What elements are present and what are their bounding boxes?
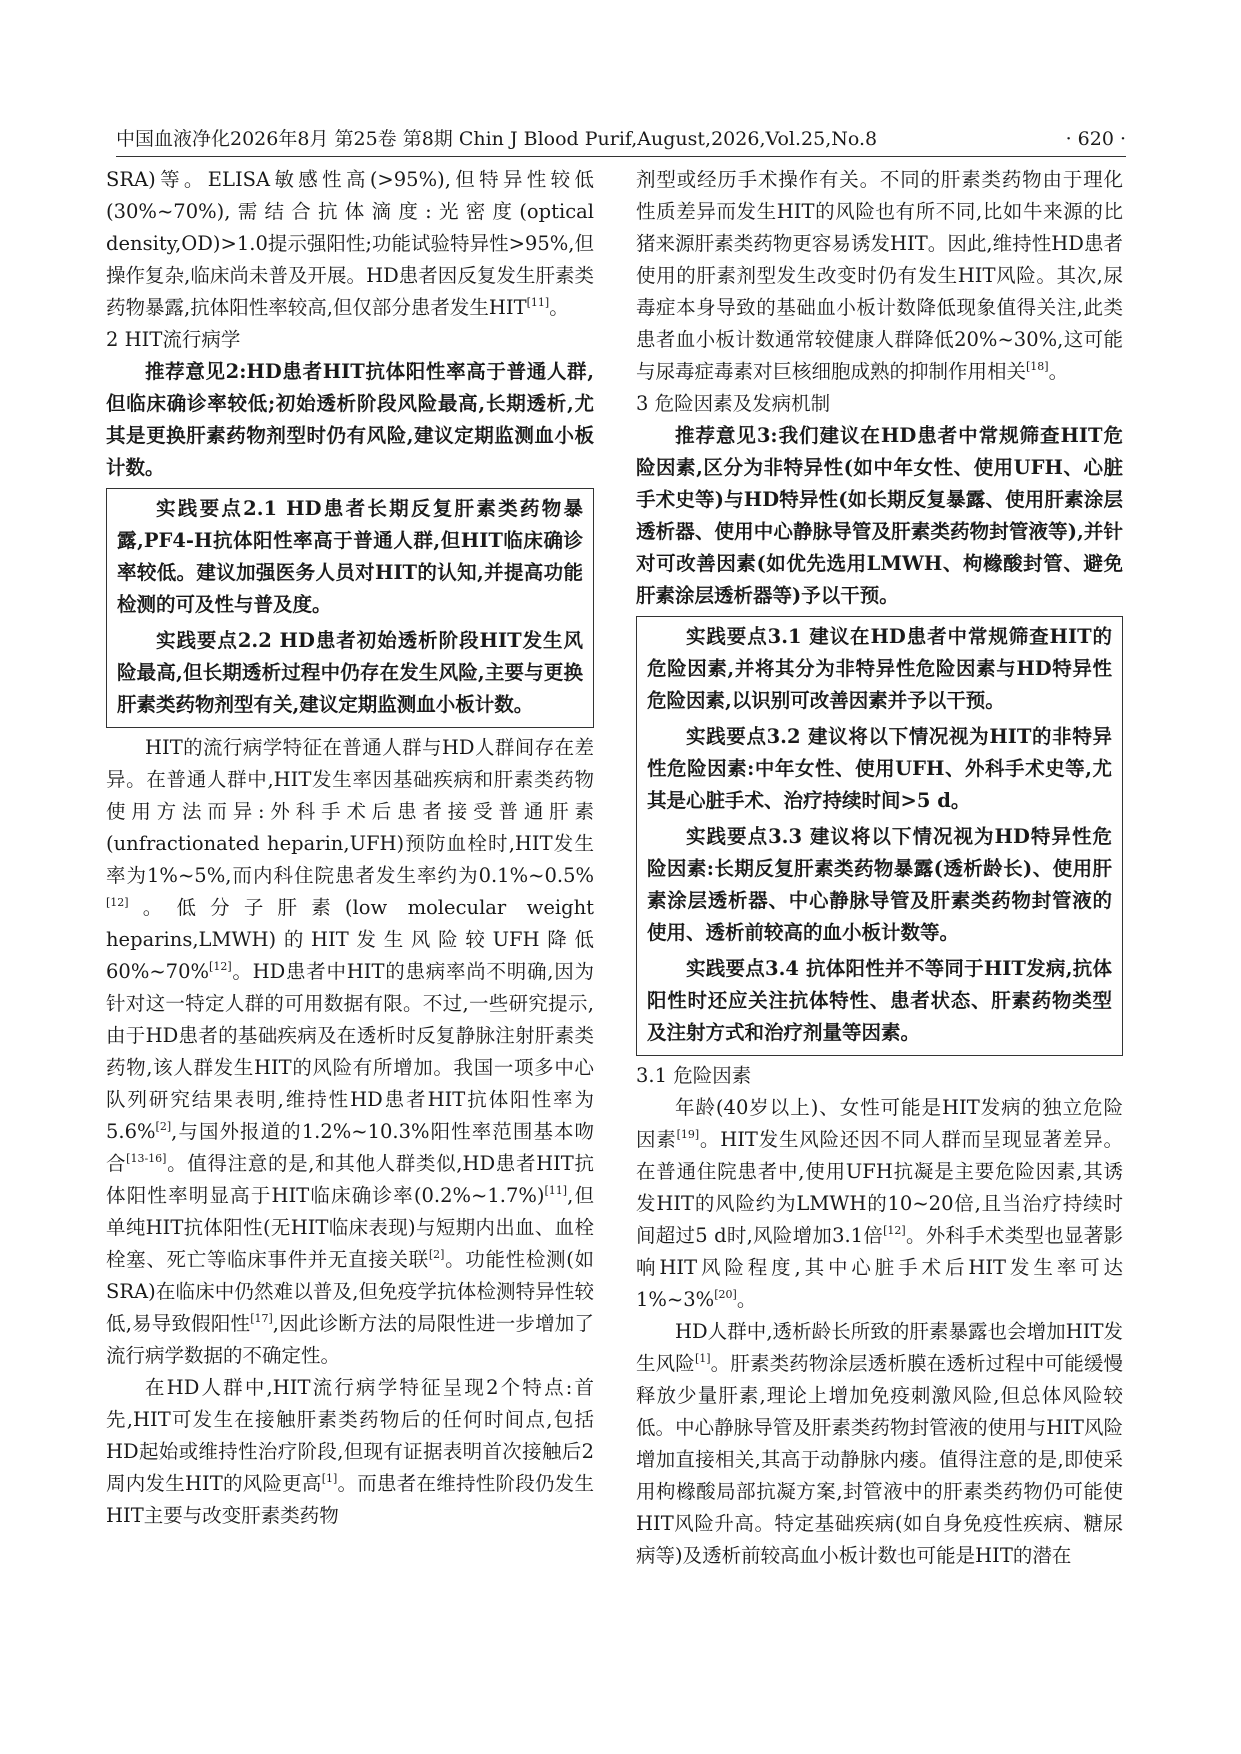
citation-ref[interactable]: [17] — [250, 1312, 273, 1325]
paragraph: HD人群中,透析龄长所致的肝素暴露也会增加HIT发生风险[1]。肝素类药物涂层透析膜在透析过程中可能缓慢释放少量肝素,理论上增加免疫刺激风险,但总体风险较低。中心静脉导管及肝素类药物封管液的使用与HIT风险增加直接相关,其高于动静脉内瘘。值得注意的是,即使采用枸橼酸局部抗凝方案,封管液中的肝素类药物仍可能使HIT风险升高。特定基础疾病(如自身免疫性疾病、糖尿病等)及透析前较高血小板计数也可能是HIT的潜在 — [636, 1320, 1123, 1567]
citation-ref[interactable]: [2] — [155, 1120, 172, 1133]
citation-ref[interactable]: [12] — [883, 1224, 906, 1237]
citation-ref[interactable]: [12] — [209, 960, 232, 973]
running-header — [116, 124, 1126, 154]
journal-citation: 中国血液净化2026年8月 第25卷 第8期 Chin J Blood Purif,August,2026,Vol.25,No.8 — [116, 128, 878, 150]
citation-ref[interactable]: [20] — [714, 1288, 737, 1301]
practice-point-3-4: 实践要点3.4 抗体阳性并不等同于HIT发病,抗体阳性时还应关注抗体特性、患者状态、肝素药物类型及注射方式和治疗剂量等因素。 — [647, 957, 1112, 1044]
practice-points-box-2 — [106, 488, 594, 728]
paragraph: 在HD人群中,HIT流行病学特征呈现2个特点:首先,HIT可发生在接触肝素类药物后的任何时间点,包括HD起始或维持性治疗阶段,但现有证据表明首次接触后2周内发生HIT的风险更高[1]。而患者在维持性阶段仍发生HIT主要与改变肝素类药物 — [106, 1376, 594, 1527]
practice-point-3-3: 实践要点3.3 建议将以下情况视为HD特异性危险因素:长期反复肝素类药物暴露(透析龄长)、使用肝素涂层透析器、中心静脉导管及肝素类药物封管液的使用、透析前较高的血小板计数等。 — [647, 825, 1112, 944]
citation-ref[interactable]: [2] — [428, 1248, 445, 1261]
page-number: · 620 · — [1065, 128, 1126, 150]
citation-ref[interactable]: [1] — [321, 1472, 338, 1485]
recommendation-2: 推荐意见2:HD患者HIT抗体阳性率高于普通人群,但临床确诊率较低;初始透析阶段风险最高,长期透析,尤其是更换肝素药物剂型时仍有风险,建议定期监测血小板计数。 — [106, 360, 594, 479]
citation-ref[interactable]: [13-16] — [126, 1152, 167, 1165]
section-heading: 3 危险因素及发病机制 — [636, 392, 831, 415]
paragraph: 剂型或经历手术操作有关。不同的肝素类药物由于理化性质差异而发生HIT的风险也有所不同,比如牛来源的比猪来源肝素类药物更容易诱发HIT。因此,维持性HD患者使用的肝素剂型发生改变时仍有发生HIT风险。其次,尿毒症本身导致的基础血小板计数降低现象值得关注,此类患者血小板计数通常较健康人群降低20%~30%,这可能与尿毒症毒素对巨核细胞成熟的抑制作用相关[18]。 — [636, 168, 1123, 383]
practice-point-3-1: 实践要点3.1 建议在HD患者中常规筛查HIT的危险因素,并将其分为非特异性危险因素与HD特异性危险因素,以识别可改善因素并予以干预。 — [647, 625, 1112, 712]
left-column — [106, 164, 594, 1532]
recommendation-3: 推荐意见3:我们建议在HD患者中常规筛查HIT危险因素,区分为非特异性(如中年女性、使用UFH、心脏手术史等)与HD特异性(如长期反复暴露、使用肝素涂层透析器、使用中心静脉导管及肝素类药物封管液等),并针对可改善因素(如优先选用LMWH、枸橼酸封管、避免肝素涂层透析器等)予以干预。 — [636, 424, 1123, 607]
subsection-heading: 3.1 危险因素 — [636, 1064, 752, 1087]
citation-ref[interactable]: [1] — [694, 1352, 711, 1365]
citation-ref[interactable]: [19] — [676, 1128, 700, 1141]
practice-point-3-2: 实践要点3.2 建议将以下情况视为HIT的非特异性危险因素:中年女性、使用UFH、外科手术史等,尤其是心脏手术、治疗持续时间>5 d。 — [647, 725, 1112, 812]
section-heading: 2 HIT流行病学 — [106, 328, 241, 351]
paragraph: 年龄(40岁以上)、女性可能是HIT发病的独立危险因素[19]。HIT发生风险还因不同人群而呈现显著差异。在普通住院患者中,使用UFH抗凝是主要危险因素,其诱发HIT的风险约为LMWH的10~20倍,且当治疗持续时间超过5 d时,风险增加3.1倍[12]。外科手术类型也显著影响HIT风险程度,其中心脏手术后HIT发生率可达1%~3%[20]。 — [636, 1096, 1123, 1311]
practice-point-2-1: 实践要点2.1 HD患者长期反复肝素类药物暴露,PF4-H抗体阳性率高于普通人群,但HIT临床确诊率较低。建议加强医务人员对HIT的认知,并提高功能检测的可及性与普及度。 — [117, 497, 583, 616]
paragraph: HIT的流行病学特征在普通人群与HD人群间存在差异。在普通人群中,HIT发生率因基础疾病和肝素类药物使用方法而异:外科手术后患者接受普通肝素(unfractionated heparin,UFH)预防血栓时,HIT发生率为1%~5%,而内科住院患者发生率约为0.1%~0.5%[12]。低分子肝素(low molecular weight heparins,LMWH)的HIT发生风险较UFH降低60%~70%[12]。HD患者中HIT的患病率尚不明确,因为针对这一特定人群的可用数据有限。不过,一些研究提示,由于HD患者的基础疾病及在透析时反复静脉注射肝素类药物,该人群发生HIT的风险有所增加。我国一项多中心队列研究结果表明,维持性HD患者HIT抗体阳性率为5.6%[2],与国外报道的1.2%~10.3%阳性率范围基本吻合[13-16]。值得注意的是,和其他人群类似,HD患者HIT抗体阳性率明显高于HIT临床确诊率(0.2%~1.7%)[11],但单纯HIT抗体阳性(无HIT临床表现)与短期内出血、血栓栓塞、死亡等临床事件并无直接关联[2]。功能性检测(如SRA)在临床中仍然难以普及,但免疫学抗体检测特异性较低,易导致假阳性[17],因此诊断方法的局限性进一步增加了流行病学数据的不确定性。 — [106, 736, 594, 1367]
paragraph: SRA)等。ELISA敏感性高(>95%),但特异性较低(30%~70%),需结合抗体滴度:光密度(optical density,OD)>1.0提示强阳性;功能试验特异性>95%,但操作复杂,临床尚未普及开展。HD患者因反复发生肝素类药物暴露,抗体阳性率较高,但仅部分患者发生HIT[11]。 — [106, 168, 594, 319]
citation-ref[interactable]: [11] — [544, 1184, 568, 1197]
citation-ref[interactable]: [11] — [526, 296, 550, 309]
citation-ref[interactable]: [18] — [1026, 360, 1049, 373]
header-rule — [116, 156, 1126, 157]
citation-ref[interactable]: [12] — [106, 896, 129, 909]
right-column — [636, 164, 1123, 1572]
practice-points-box-3 — [636, 616, 1123, 1056]
practice-point-2-2: 实践要点2.2 HD患者初始透析阶段HIT发生风险最高,但长期透析过程中仍存在发生风险,主要与更换肝素类药物剂型有关,建议定期监测血小板计数。 — [117, 629, 583, 716]
